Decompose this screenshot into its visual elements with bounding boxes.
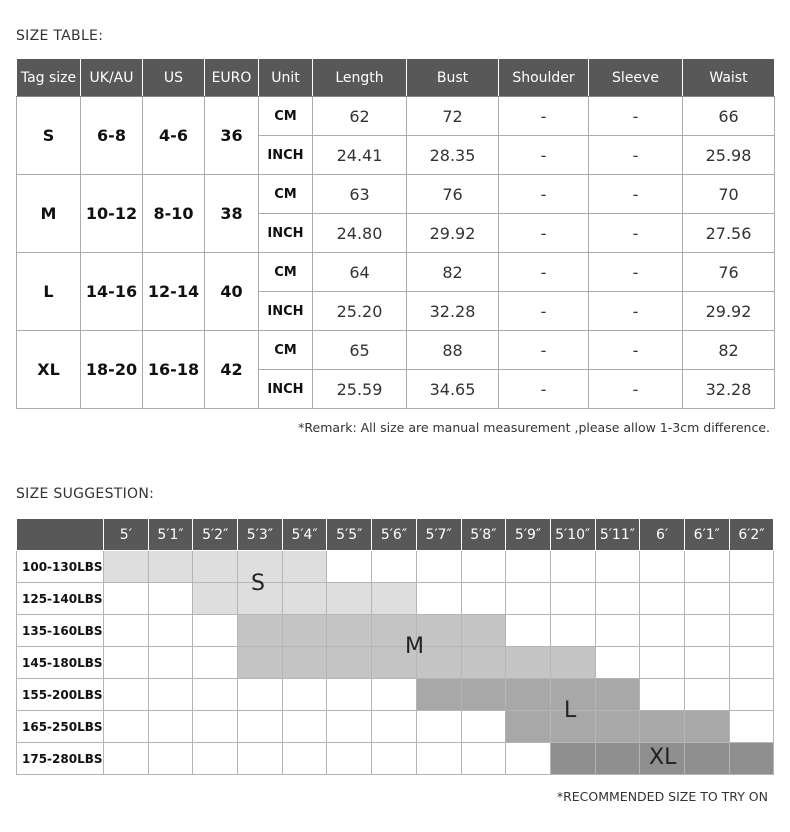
grid-cell (506, 583, 551, 615)
height-header: 5′2″ (193, 519, 238, 551)
grid-cell (595, 615, 640, 647)
bust-cell: 32.28 (407, 292, 499, 331)
size-us-cell: 4-6 (143, 97, 205, 175)
height-header: 5′8″ (461, 519, 506, 551)
size-l-zone-cell (684, 711, 729, 743)
size-us-cell: 12-14 (143, 253, 205, 331)
size-s-zone-cell (193, 551, 238, 583)
size-table-header-row (17, 59, 775, 97)
grid-cell (327, 711, 372, 743)
size-l-zone-cell (506, 679, 551, 711)
bust-cell: 28.35 (407, 136, 499, 175)
shoulder-cell: - (499, 370, 589, 409)
column-header: Shoulder (499, 59, 589, 97)
grid-cell (640, 551, 685, 583)
grid-cell (416, 551, 461, 583)
grid-cell (640, 615, 685, 647)
size-l-zone-cell (461, 679, 506, 711)
length-cell: 24.41 (313, 136, 407, 175)
height-header: 6′2″ (729, 519, 774, 551)
size-euro-cell: 40 (205, 253, 259, 331)
size-s-zone-cell (104, 551, 149, 583)
size-l-zone-cell (506, 711, 551, 743)
sleeve-cell: - (589, 253, 683, 292)
waist-cell: 25.98 (683, 136, 775, 175)
length-cell: 62 (313, 97, 407, 136)
height-header: 5′4″ (282, 519, 327, 551)
grid-cell (148, 711, 193, 743)
weight-row (17, 679, 774, 711)
grid-cell (148, 743, 193, 775)
size-xl-zone-cell (729, 743, 774, 775)
zone-label-s: S (251, 571, 265, 596)
weight-row (17, 647, 774, 679)
sleeve-cell: - (589, 175, 683, 214)
height-header: 5′11″ (595, 519, 640, 551)
weight-row (17, 583, 774, 615)
sleeve-cell: - (589, 214, 683, 253)
column-header: Sleeve (589, 59, 683, 97)
shoulder-cell: - (499, 175, 589, 214)
length-cell: 25.20 (313, 292, 407, 331)
height-header-row (17, 519, 774, 551)
size-tag-cell: L (17, 253, 81, 331)
grid-cell (104, 711, 149, 743)
sleeve-cell: - (589, 370, 683, 409)
unit-cell: CM (259, 253, 313, 292)
table-row (17, 253, 775, 292)
weight-label: 125-140LBS (17, 583, 104, 615)
grid-cell (327, 551, 372, 583)
size-m-zone-cell (282, 647, 327, 679)
height-header: 5′5″ (327, 519, 372, 551)
grid-cell (238, 743, 283, 775)
grid-cell (684, 615, 729, 647)
size-us-cell: 8-10 (143, 175, 205, 253)
zone-label-l: L (564, 698, 577, 723)
grid-cell (193, 711, 238, 743)
grid-cell (372, 679, 417, 711)
column-header: Waist (683, 59, 775, 97)
size-s-zone-cell (282, 583, 327, 615)
weight-row (17, 551, 774, 583)
grid-cell (550, 615, 595, 647)
sleeve-cell: - (589, 136, 683, 175)
grid-cell (461, 743, 506, 775)
weight-label: 155-200LBS (17, 679, 104, 711)
waist-cell: 27.56 (683, 214, 775, 253)
grid-cell (104, 743, 149, 775)
grid-cell (193, 679, 238, 711)
size-uk-cell: 14-16 (81, 253, 143, 331)
grid-cell (148, 647, 193, 679)
length-cell: 25.59 (313, 370, 407, 409)
table-row (17, 97, 775, 136)
height-header: 6′1″ (684, 519, 729, 551)
bust-cell: 88 (407, 331, 499, 370)
grid-cell (729, 551, 774, 583)
waist-cell: 70 (683, 175, 775, 214)
size-m-zone-cell (506, 647, 551, 679)
grid-cell (595, 551, 640, 583)
waist-cell: 66 (683, 97, 775, 136)
size-s-zone-cell (282, 551, 327, 583)
size-m-zone-cell (550, 647, 595, 679)
height-header: 5′ (104, 519, 149, 551)
grid-cell (104, 583, 149, 615)
grid-cell (506, 743, 551, 775)
grid-cell (372, 743, 417, 775)
height-header: 5′7″ (416, 519, 461, 551)
sleeve-cell: - (589, 97, 683, 136)
grid-cell (595, 583, 640, 615)
grid-cell (729, 647, 774, 679)
zone-label-xl: XL (649, 745, 677, 770)
waist-cell: 29.92 (683, 292, 775, 331)
waist-cell: 32.28 (683, 370, 775, 409)
bust-cell: 72 (407, 97, 499, 136)
length-cell: 65 (313, 331, 407, 370)
waist-cell: 82 (683, 331, 775, 370)
height-header: 5′6″ (372, 519, 417, 551)
size-suggestion-grid (16, 518, 774, 775)
bust-cell: 76 (407, 175, 499, 214)
grid-cell (104, 647, 149, 679)
grid-cell (640, 647, 685, 679)
size-table-title: SIZE TABLE: (16, 28, 104, 44)
column-header: UK/AU (81, 59, 143, 97)
unit-cell: INCH (259, 370, 313, 409)
size-m-zone-cell (238, 647, 283, 679)
size-tag-cell: S (17, 97, 81, 175)
grid-cell (193, 647, 238, 679)
size-table (16, 58, 775, 409)
bust-cell: 29.92 (407, 214, 499, 253)
shoulder-cell: - (499, 136, 589, 175)
grid-cell (729, 615, 774, 647)
unit-cell: INCH (259, 214, 313, 253)
size-uk-cell: 18-20 (81, 331, 143, 409)
size-s-zone-cell (327, 583, 372, 615)
grid-cell (506, 551, 551, 583)
size-l-zone-cell (595, 711, 640, 743)
shoulder-cell: - (499, 97, 589, 136)
column-header: EURO (205, 59, 259, 97)
height-header: 5′3″ (238, 519, 283, 551)
recommendation-footnote: *RECOMMENDED SIZE TO TRY ON (556, 789, 768, 804)
grid-cell (461, 711, 506, 743)
weight-label: 100-130LBS (17, 551, 104, 583)
waist-cell: 76 (683, 253, 775, 292)
size-euro-cell: 38 (205, 175, 259, 253)
grid-cell (684, 551, 729, 583)
grid-cell (416, 583, 461, 615)
table-row (17, 331, 775, 370)
grid-cell (729, 711, 774, 743)
grid-cell (104, 615, 149, 647)
grid-cell (372, 551, 417, 583)
size-xl-zone-cell (550, 743, 595, 775)
weight-label: 135-160LBS (17, 615, 104, 647)
grid-cell (550, 551, 595, 583)
grid-cell (327, 679, 372, 711)
shoulder-cell: - (499, 331, 589, 370)
size-s-zone-cell (193, 583, 238, 615)
grid-cell (461, 551, 506, 583)
shoulder-cell: - (499, 214, 589, 253)
bust-cell: 82 (407, 253, 499, 292)
height-header: 5′10″ (550, 519, 595, 551)
grid-cell (640, 583, 685, 615)
grid-cell (729, 583, 774, 615)
size-xl-zone-cell (684, 743, 729, 775)
grid-cell (729, 679, 774, 711)
grid-cell (684, 583, 729, 615)
weight-label: 145-180LBS (17, 647, 104, 679)
grid-cell (282, 743, 327, 775)
size-tag-cell: XL (17, 331, 81, 409)
weight-label: 165-250LBS (17, 711, 104, 743)
grid-cell (327, 743, 372, 775)
size-m-zone-cell (282, 615, 327, 647)
size-l-zone-cell (640, 711, 685, 743)
size-l-zone-cell (595, 679, 640, 711)
grid-cell (640, 679, 685, 711)
size-tag-cell: M (17, 175, 81, 253)
column-header: Unit (259, 59, 313, 97)
grid-cell (148, 679, 193, 711)
size-s-zone-cell (372, 583, 417, 615)
unit-cell: CM (259, 97, 313, 136)
size-euro-cell: 36 (205, 97, 259, 175)
grid-cell (282, 679, 327, 711)
column-header: Tag size (17, 59, 81, 97)
height-header: 5′9″ (506, 519, 551, 551)
unit-cell: CM (259, 175, 313, 214)
shoulder-cell: - (499, 253, 589, 292)
grid-cell (104, 679, 149, 711)
size-m-zone-cell (238, 615, 283, 647)
grid-cell (684, 647, 729, 679)
unit-cell: INCH (259, 136, 313, 175)
grid-cell (148, 583, 193, 615)
measurement-remark: *Remark: All size are manual measurement ,please allow 1-3cm difference. (298, 420, 770, 435)
size-l-zone-cell (416, 679, 461, 711)
weight-row (17, 711, 774, 743)
corner-header-cell (17, 519, 104, 551)
grid-cell (148, 615, 193, 647)
grid-cell (238, 679, 283, 711)
grid-cell (372, 711, 417, 743)
size-m-zone-cell (461, 647, 506, 679)
grid-cell (506, 615, 551, 647)
size-m-zone-cell (461, 615, 506, 647)
bust-cell: 34.65 (407, 370, 499, 409)
table-row (17, 175, 775, 214)
height-header: 6′ (640, 519, 685, 551)
grid-cell (193, 615, 238, 647)
length-cell: 24.80 (313, 214, 407, 253)
grid-cell (550, 583, 595, 615)
sleeve-cell: - (589, 331, 683, 370)
weight-label: 175-280LBS (17, 743, 104, 775)
size-uk-cell: 10-12 (81, 175, 143, 253)
size-suggestion-title: SIZE SUGGESTION: (16, 486, 155, 502)
length-cell: 64 (313, 253, 407, 292)
grid-cell (282, 711, 327, 743)
grid-cell (595, 647, 640, 679)
size-xl-zone-cell (595, 743, 640, 775)
column-header: Length (313, 59, 407, 97)
weight-row (17, 615, 774, 647)
grid-cell (238, 711, 283, 743)
unit-cell: INCH (259, 292, 313, 331)
height-header: 5′1″ (148, 519, 193, 551)
length-cell: 63 (313, 175, 407, 214)
size-m-zone-cell (327, 615, 372, 647)
zone-label-m: M (405, 634, 424, 659)
size-s-zone-cell (148, 551, 193, 583)
grid-cell (416, 711, 461, 743)
size-uk-cell: 6-8 (81, 97, 143, 175)
unit-cell: CM (259, 331, 313, 370)
column-header: Bust (407, 59, 499, 97)
grid-cell (461, 583, 506, 615)
size-euro-cell: 42 (205, 331, 259, 409)
shoulder-cell: - (499, 292, 589, 331)
size-us-cell: 16-18 (143, 331, 205, 409)
size-m-zone-cell (327, 647, 372, 679)
column-header: US (143, 59, 205, 97)
grid-cell (416, 743, 461, 775)
sleeve-cell: - (589, 292, 683, 331)
grid-cell (684, 679, 729, 711)
grid-cell (193, 743, 238, 775)
